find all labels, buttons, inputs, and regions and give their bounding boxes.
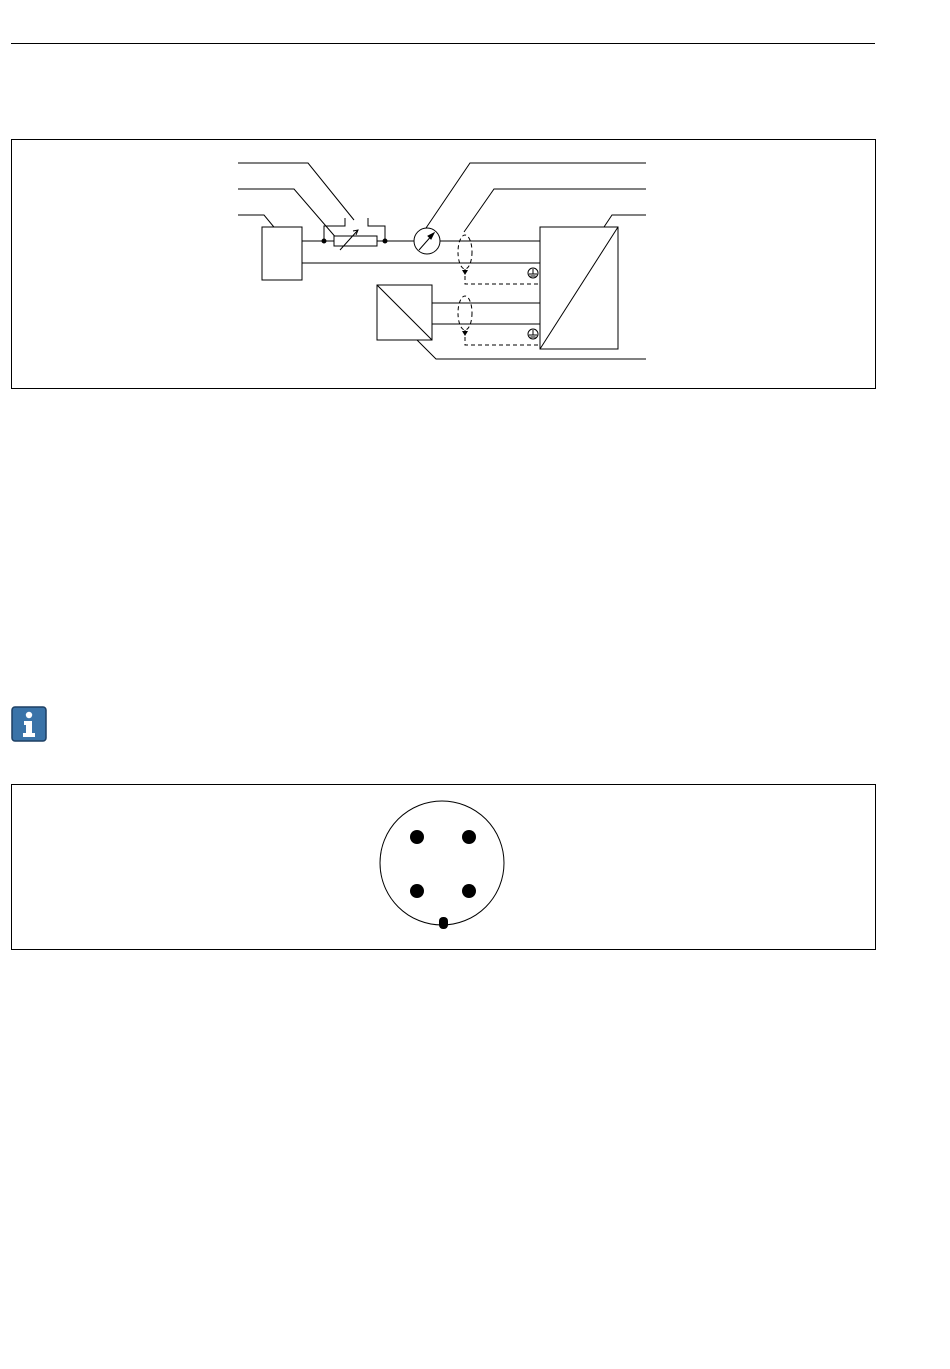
connector-pin-assignment-icon: [12, 785, 877, 951]
pin-1: [410, 830, 424, 844]
info-icon: [11, 706, 47, 742]
wiring-diagram-svg: [12, 140, 877, 390]
header-rule: [11, 43, 875, 44]
pin-2: [462, 830, 476, 844]
meter-icon: [414, 228, 440, 254]
connector-figure: [11, 784, 876, 950]
coding-key: [439, 917, 448, 929]
pin-3: [410, 884, 424, 898]
pin-4: [462, 884, 476, 898]
resistor-loop: [302, 218, 414, 250]
wiring-diagram-figure: [11, 139, 876, 389]
supply-box: [262, 227, 302, 280]
